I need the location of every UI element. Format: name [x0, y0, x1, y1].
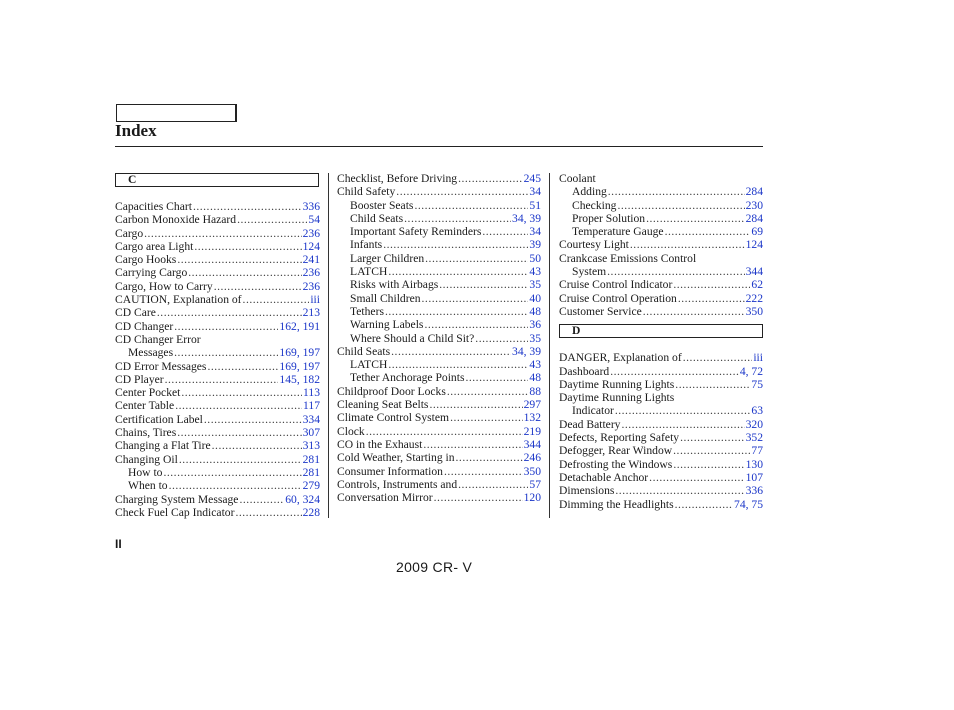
page-reference-link[interactable]: 130	[745, 457, 763, 471]
dot-leader	[643, 305, 745, 318]
entry-term: Cold Weather, Starting in	[337, 451, 455, 465]
entry-term: Consumer Information	[337, 464, 443, 478]
entry-term: Child Seats	[337, 344, 391, 358]
index-entry	[115, 413, 320, 426]
page-reference-link[interactable]: 51	[529, 198, 541, 212]
index-entry	[337, 292, 541, 305]
dot-leader	[165, 373, 279, 386]
column-divider	[549, 173, 550, 518]
index-entry	[115, 227, 320, 240]
page-reference-link[interactable]: 162, 191	[279, 319, 320, 333]
index-entry	[559, 185, 763, 198]
dot-leader	[621, 418, 744, 431]
dot-leader	[366, 425, 523, 438]
index-entry	[559, 484, 763, 497]
page-reference-link[interactable]: 313	[302, 439, 320, 453]
dot-leader	[424, 318, 528, 331]
index-entry	[559, 212, 763, 225]
index-entry	[115, 213, 320, 226]
index-entry	[337, 225, 541, 238]
dot-leader	[388, 358, 528, 371]
entry-term: Charging System Message	[115, 492, 239, 506]
page-reference-link[interactable]: 117	[303, 399, 320, 413]
index-entry	[559, 238, 763, 251]
dot-leader	[193, 200, 302, 213]
index-entry	[559, 225, 763, 238]
page-reference-link[interactable]: 88	[529, 384, 541, 398]
index-entry	[559, 365, 763, 378]
index-entry	[559, 265, 763, 278]
index-entry	[559, 458, 763, 471]
page-title: Index	[115, 121, 157, 140]
index-entry	[337, 438, 541, 451]
page-reference-link[interactable]: 307	[302, 426, 320, 440]
dot-leader	[243, 293, 310, 306]
page-reference-link[interactable]: 284	[745, 211, 763, 225]
entry-term: Certification Label	[115, 412, 203, 426]
page-reference-link[interactable]: 219	[523, 424, 541, 438]
dot-leader	[456, 451, 523, 464]
dot-leader	[458, 478, 528, 491]
index-entry	[115, 373, 320, 386]
index-entry	[559, 498, 763, 511]
entry-term: CAUTION, Explanation of	[115, 293, 242, 307]
index-entry	[337, 465, 541, 478]
page-reference-link[interactable]: 281	[302, 452, 320, 466]
page-reference-link[interactable]: 230	[745, 198, 763, 212]
dot-leader	[404, 212, 511, 225]
page-reference-link[interactable]: iii	[753, 351, 763, 365]
page-reference-link[interactable]: 75	[751, 377, 763, 391]
dot-leader	[383, 238, 528, 251]
index-entry	[115, 333, 320, 346]
entry-term: Indicator	[572, 404, 614, 418]
entry-term: LATCH	[350, 265, 388, 279]
entry-term: Cargo, How to Carry	[115, 279, 213, 293]
entry-term: CD Player	[115, 372, 164, 386]
entry-term: CD Care	[115, 306, 156, 320]
page-reference-link[interactable]: 113	[303, 386, 320, 400]
dot-leader	[683, 351, 753, 364]
entry-term: Defogger, Rear Window	[559, 444, 673, 458]
entry-list	[559, 172, 763, 318]
entry-term: Customer Service	[559, 304, 642, 318]
entry-term: Controls, Instruments and	[337, 477, 458, 491]
page-reference-link[interactable]: 35	[529, 278, 541, 292]
entry-term: Cruise Control Indicator	[559, 278, 673, 292]
index-entry	[115, 426, 320, 439]
dot-leader	[163, 466, 301, 479]
entry-term: Cleaning Seat Belts	[337, 398, 429, 412]
dot-leader	[615, 484, 744, 497]
index-entry	[115, 200, 320, 213]
header-rule	[115, 146, 763, 147]
entry-term: Where Should a Child Sit?	[350, 331, 475, 345]
entry-term: Changing a Flat Tire	[115, 439, 211, 453]
entry-list	[115, 200, 320, 519]
page-reference-link[interactable]: 69	[751, 225, 763, 239]
index-entry	[559, 292, 763, 305]
page-reference-link[interactable]: 57	[529, 477, 541, 491]
page-reference-link[interactable]: 50	[529, 251, 541, 265]
page-reference-link[interactable]: 34	[529, 185, 541, 199]
entry-term: Small Children	[350, 291, 421, 305]
entry-term: Child Safety	[337, 185, 396, 199]
index-entry	[559, 404, 763, 417]
entry-term: System	[572, 265, 607, 279]
page-reference-link[interactable]: 245	[523, 172, 541, 185]
entry-term: CD Changer	[115, 319, 174, 333]
index-entry	[115, 240, 320, 253]
index-entry	[559, 351, 763, 364]
page-reference-link[interactable]: 236	[302, 226, 320, 240]
page-reference-link[interactable]: 169, 197	[279, 346, 320, 360]
entry-term: Detachable Anchor	[559, 470, 649, 484]
dot-leader	[675, 378, 750, 391]
dot-leader	[439, 278, 528, 291]
index-entry	[337, 358, 541, 371]
dot-leader	[680, 431, 745, 444]
page-reference-link[interactable]: 222	[745, 291, 763, 305]
dot-leader	[665, 225, 751, 238]
entry-term: DANGER, Explanation of	[559, 351, 682, 365]
dot-leader	[388, 265, 528, 278]
index-entry	[559, 252, 763, 265]
entry-term: Booster Seats	[350, 198, 414, 212]
page-reference-link[interactable]: 4, 72	[739, 364, 763, 378]
index-entry	[337, 332, 541, 345]
page-reference-link[interactable]: 62	[751, 278, 763, 292]
dot-leader	[673, 458, 744, 471]
page-reference-link[interactable]: 344	[523, 437, 541, 451]
index-entry	[337, 212, 541, 225]
index-entry	[559, 444, 763, 457]
page-reference-link[interactable]: 281	[302, 465, 320, 479]
dot-leader	[429, 398, 522, 411]
index-entry	[337, 185, 541, 198]
dot-leader	[649, 471, 744, 484]
index-entry	[337, 252, 541, 265]
index-entry	[337, 305, 541, 318]
entry-term: Carbon Monoxide Hazard	[115, 213, 237, 227]
entry-term: Center Table	[115, 399, 175, 413]
dot-leader	[673, 278, 750, 291]
dot-leader	[465, 371, 528, 384]
entry-term: Changing Oil	[115, 452, 178, 466]
letter-heading-c: C	[115, 173, 319, 187]
entry-term: Infants	[350, 238, 383, 252]
entry-term: Defrosting the Windows	[559, 457, 673, 471]
entry-term: Proper Solution	[572, 211, 646, 225]
dot-leader	[414, 199, 528, 212]
index-column-3	[559, 172, 763, 511]
entry-term: LATCH	[350, 358, 388, 372]
page-reference-link[interactable]: 74, 75	[734, 497, 763, 511]
dot-leader	[434, 491, 523, 504]
page-reference-link[interactable]: iii	[310, 293, 320, 307]
page-reference-link[interactable]: 48	[529, 371, 541, 385]
index-entry	[115, 280, 320, 293]
page-reference-link[interactable]: 336	[302, 200, 320, 213]
page-reference-link[interactable]: 35	[529, 331, 541, 345]
entry-term: Childproof Door Locks	[337, 384, 446, 398]
index-entry	[115, 506, 320, 519]
entry-term: Dead Battery	[559, 417, 621, 431]
index-entry	[337, 172, 541, 185]
dot-leader	[646, 212, 745, 225]
dot-leader	[179, 453, 302, 466]
entry-term: Courtesy Light	[559, 238, 629, 252]
entry-term: Dimming the Headlights	[559, 497, 674, 511]
page-reference-link[interactable]: 228	[302, 505, 320, 519]
index-entry	[337, 491, 541, 504]
entry-term: CD Changer Error	[115, 332, 201, 346]
letter-heading-d: D	[559, 324, 763, 338]
dot-leader	[617, 199, 744, 212]
dot-leader	[212, 439, 302, 452]
dot-leader	[207, 360, 278, 373]
index-entry	[337, 478, 541, 491]
page-reference-link[interactable]: 124	[302, 239, 320, 253]
dot-leader	[610, 365, 739, 378]
dot-leader	[482, 225, 528, 238]
index-entry	[337, 265, 541, 278]
entry-term: Temperature Gauge	[572, 225, 664, 239]
entry-term: Cargo Hooks	[115, 253, 177, 267]
entry-list	[337, 172, 541, 504]
page-reference-link[interactable]: 145, 182	[279, 372, 320, 386]
index-entry	[115, 253, 320, 266]
dot-leader	[169, 479, 302, 492]
page-reference-link[interactable]: 236	[302, 266, 320, 280]
entry-list	[559, 351, 763, 511]
page-reference-link[interactable]: 34, 39	[512, 211, 541, 225]
header-tab-box	[116, 104, 237, 122]
dot-leader	[237, 213, 307, 226]
entry-term: Crankcase Emissions Control	[559, 251, 697, 265]
index-entry	[115, 386, 320, 399]
entry-term: CD Error Messages	[115, 359, 207, 373]
entry-term: Daytime Running Lights	[559, 377, 675, 391]
entry-term: Check Fuel Cap Indicator	[115, 505, 235, 519]
dot-leader	[391, 345, 511, 358]
page-reference-link[interactable]: 241	[302, 253, 320, 267]
index-entry	[559, 305, 763, 318]
dot-leader	[175, 399, 302, 412]
entry-term: Cruise Control Operation	[559, 291, 677, 305]
index-entry	[115, 466, 320, 479]
entry-term: Adding	[572, 185, 607, 199]
entry-term: Checking	[572, 198, 617, 212]
dot-leader	[385, 305, 528, 318]
dot-leader	[177, 253, 301, 266]
index-entry	[115, 453, 320, 466]
entry-term: Clock	[337, 424, 365, 438]
entry-term: Defects, Reporting Safety	[559, 431, 680, 445]
index-entry	[115, 479, 320, 492]
dot-leader	[188, 266, 301, 279]
dot-leader	[447, 385, 529, 398]
index-entry	[337, 371, 541, 384]
entry-term: Cargo	[115, 226, 144, 240]
dot-leader	[174, 346, 278, 359]
page-reference-link[interactable]: 40	[529, 291, 541, 305]
page-reference-link[interactable]: 36	[529, 318, 541, 332]
page-reference-link[interactable]: 284	[745, 185, 763, 199]
entry-term: Tethers	[350, 304, 384, 318]
index-entry	[337, 238, 541, 251]
page-reference-link[interactable]: 297	[523, 398, 541, 412]
index-entry	[559, 172, 763, 185]
page-reference-link[interactable]: 344	[745, 265, 763, 279]
page-number: II	[115, 537, 122, 551]
index-entry	[337, 318, 541, 331]
dot-leader	[235, 506, 301, 519]
dot-leader	[157, 306, 302, 319]
page-reference-link[interactable]: 107	[745, 470, 763, 484]
page-reference-link[interactable]: 350	[523, 464, 541, 478]
index-entry	[559, 418, 763, 431]
index-column-1	[115, 172, 320, 519]
dot-leader	[607, 265, 744, 278]
page-reference-link[interactable]: 77	[751, 444, 763, 458]
page-reference-link[interactable]: 334	[302, 412, 320, 426]
index-entry	[337, 411, 541, 424]
page-reference-link[interactable]: 169, 197	[279, 359, 320, 373]
dot-leader	[174, 320, 278, 333]
index-entry	[115, 306, 320, 319]
dot-leader	[450, 411, 523, 424]
dot-leader	[678, 292, 745, 305]
dot-leader	[475, 332, 528, 345]
dot-leader	[423, 438, 522, 451]
dot-leader	[239, 493, 284, 506]
entry-term: Coolant	[559, 172, 596, 185]
page-reference-link[interactable]: 54	[308, 213, 320, 227]
page-reference-link[interactable]: 320	[745, 417, 763, 431]
dot-leader	[177, 426, 301, 439]
page-reference-link[interactable]: 236	[302, 279, 320, 293]
page-reference-link[interactable]: 63	[751, 404, 763, 418]
dot-leader	[425, 252, 528, 265]
index-entry	[337, 398, 541, 411]
entry-term: Tether Anchorage Points	[350, 371, 465, 385]
entry-term: Dashboard	[559, 364, 610, 378]
page-reference-link[interactable]: 43	[529, 265, 541, 279]
column-divider	[328, 173, 329, 518]
entry-term: Conversation Mirror	[337, 491, 433, 505]
page-reference-link[interactable]: 213	[302, 306, 320, 320]
entry-term: When to	[128, 479, 168, 493]
dot-leader	[181, 386, 302, 399]
entry-term: Capacities Chart	[115, 200, 192, 213]
page-reference-link[interactable]: 132	[523, 411, 541, 425]
page-reference-link[interactable]: 352	[745, 431, 763, 445]
page-reference-link[interactable]: 120	[523, 491, 541, 505]
page-reference-link[interactable]: 43	[529, 358, 541, 372]
entry-term: Risks with Airbags	[350, 278, 439, 292]
entry-term: How to	[128, 465, 163, 479]
entry-term: Carrying Cargo	[115, 266, 188, 280]
index-entry	[115, 266, 320, 279]
entry-term: Daytime Running Lights	[559, 391, 675, 405]
index-entry	[337, 278, 541, 291]
footer-model: 2009 CR- V	[396, 559, 473, 575]
entry-term: Larger Children	[350, 251, 425, 265]
page-reference-link[interactable]: 279	[302, 479, 320, 493]
dot-leader	[422, 292, 529, 305]
page-reference-link[interactable]: 39	[529, 238, 541, 252]
entry-term: Climate Control System	[337, 411, 450, 425]
index-entry	[337, 345, 541, 358]
page-reference-link[interactable]: 350	[745, 304, 763, 318]
index-entry	[115, 320, 320, 333]
entry-term: Important Safety Reminders	[350, 225, 482, 239]
page-reference-link[interactable]: 336	[745, 484, 763, 498]
index-entry	[115, 293, 320, 306]
index-entry	[559, 199, 763, 212]
entry-term: CO in the Exhaust	[337, 437, 423, 451]
index-entry	[337, 425, 541, 438]
dot-leader	[204, 413, 302, 426]
dot-leader	[675, 498, 733, 511]
dot-leader	[214, 280, 302, 293]
entry-term: Messages	[128, 346, 174, 360]
entry-term: Warning Labels	[350, 318, 424, 332]
index-entry	[337, 385, 541, 398]
dot-leader	[194, 240, 301, 253]
index-entry	[337, 451, 541, 464]
dot-leader	[608, 185, 745, 198]
index-entry	[115, 346, 320, 359]
index-column-2	[337, 172, 541, 504]
page-reference-link[interactable]: 34	[529, 225, 541, 239]
entry-term: Dimensions	[559, 484, 615, 498]
dot-leader	[673, 444, 750, 457]
index-entry	[559, 431, 763, 444]
dot-leader	[630, 238, 745, 251]
page-reference-link[interactable]: 124	[745, 238, 763, 252]
index-entry	[559, 471, 763, 484]
index-entry	[337, 199, 541, 212]
entry-term: Checklist, Before Driving	[337, 172, 458, 185]
index-entry	[559, 391, 763, 404]
index-entry	[559, 378, 763, 391]
page-reference-link[interactable]: 48	[529, 304, 541, 318]
index-entry	[115, 439, 320, 452]
dot-leader	[396, 185, 528, 198]
dot-leader	[144, 227, 301, 240]
entry-term: Cargo area Light	[115, 239, 194, 253]
dot-leader	[444, 465, 523, 478]
dot-leader	[458, 172, 523, 185]
entry-term: Child Seats	[350, 211, 404, 225]
page-reference-link[interactable]: 246	[523, 451, 541, 465]
entry-term: Chains, Tires	[115, 426, 177, 440]
page-reference-link[interactable]: 34, 39	[512, 344, 541, 358]
dot-leader	[615, 404, 751, 417]
index-entry	[115, 493, 320, 506]
index-entry	[559, 278, 763, 291]
index-entry	[115, 399, 320, 412]
entry-term: Center Pocket	[115, 386, 181, 400]
index-entry	[115, 360, 320, 373]
page-reference-link[interactable]: 60, 324	[285, 492, 320, 506]
